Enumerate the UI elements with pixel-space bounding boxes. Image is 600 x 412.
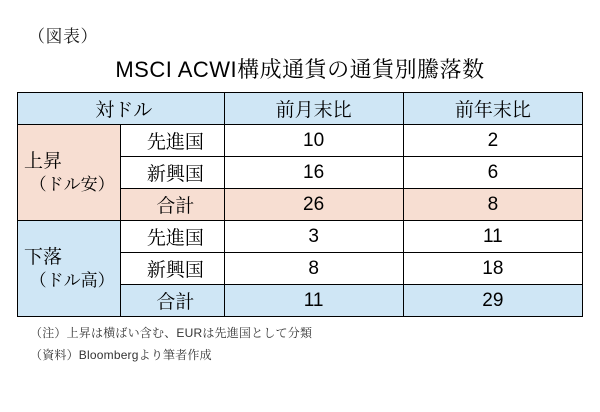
value-rise-total-yoy: 8 (403, 189, 582, 221)
table-row (18, 221, 583, 253)
value-rise-developed-mom: 10 (224, 125, 403, 157)
value-fall-emerging-yoy: 18 (403, 253, 582, 285)
group-label-rise-note: （ドル安） (29, 174, 115, 194)
value-fall-total-mom: 11 (224, 285, 403, 317)
header-column-yoy: 前年末比 (403, 93, 582, 125)
footnotes (30, 324, 586, 363)
group-label-fall-note: （ドル高） (29, 270, 115, 290)
footnote-source: （資料）Bloombergより筆者作成 (30, 348, 212, 362)
value-fall-developed-mom: 3 (224, 221, 403, 253)
value-fall-emerging-mom: 8 (224, 253, 403, 285)
row-label-rise-developed: 先進国 (121, 125, 224, 157)
row-label-fall-total: 合計 (121, 285, 224, 317)
table-row (18, 125, 583, 157)
group-label-fall-name: 下落 (24, 247, 63, 268)
value-fall-total-yoy: 29 (403, 285, 582, 317)
currency-movement-table (17, 92, 583, 317)
row-label-fall-developed: 先進国 (121, 221, 224, 253)
group-label-rise (18, 125, 121, 221)
value-rise-developed-yoy: 2 (403, 125, 582, 157)
page-title: MSCI ACWI構成通貨の通貨別騰落数 (115, 57, 485, 82)
value-fall-developed-yoy: 11 (403, 221, 582, 253)
value-rise-emerging-mom: 16 (224, 157, 403, 189)
header-column-mom: 前月末比 (224, 93, 403, 125)
table-header-row (18, 93, 583, 125)
group-label-rise-name: 上昇 (24, 151, 63, 172)
row-label-rise-total: 合計 (121, 189, 224, 221)
row-label-fall-emerging: 新興国 (121, 253, 224, 285)
group-label-fall (18, 221, 121, 317)
value-rise-emerging-yoy: 6 (403, 157, 582, 189)
header-category: 対ドル (18, 93, 225, 125)
value-rise-total-mom: 26 (224, 189, 403, 221)
figure-caption: （図表） (28, 27, 98, 46)
row-label-rise-emerging: 新興国 (121, 157, 224, 189)
footnote-note: （注）上昇は横ばい含む、EURは先進国として分類 (30, 326, 313, 340)
